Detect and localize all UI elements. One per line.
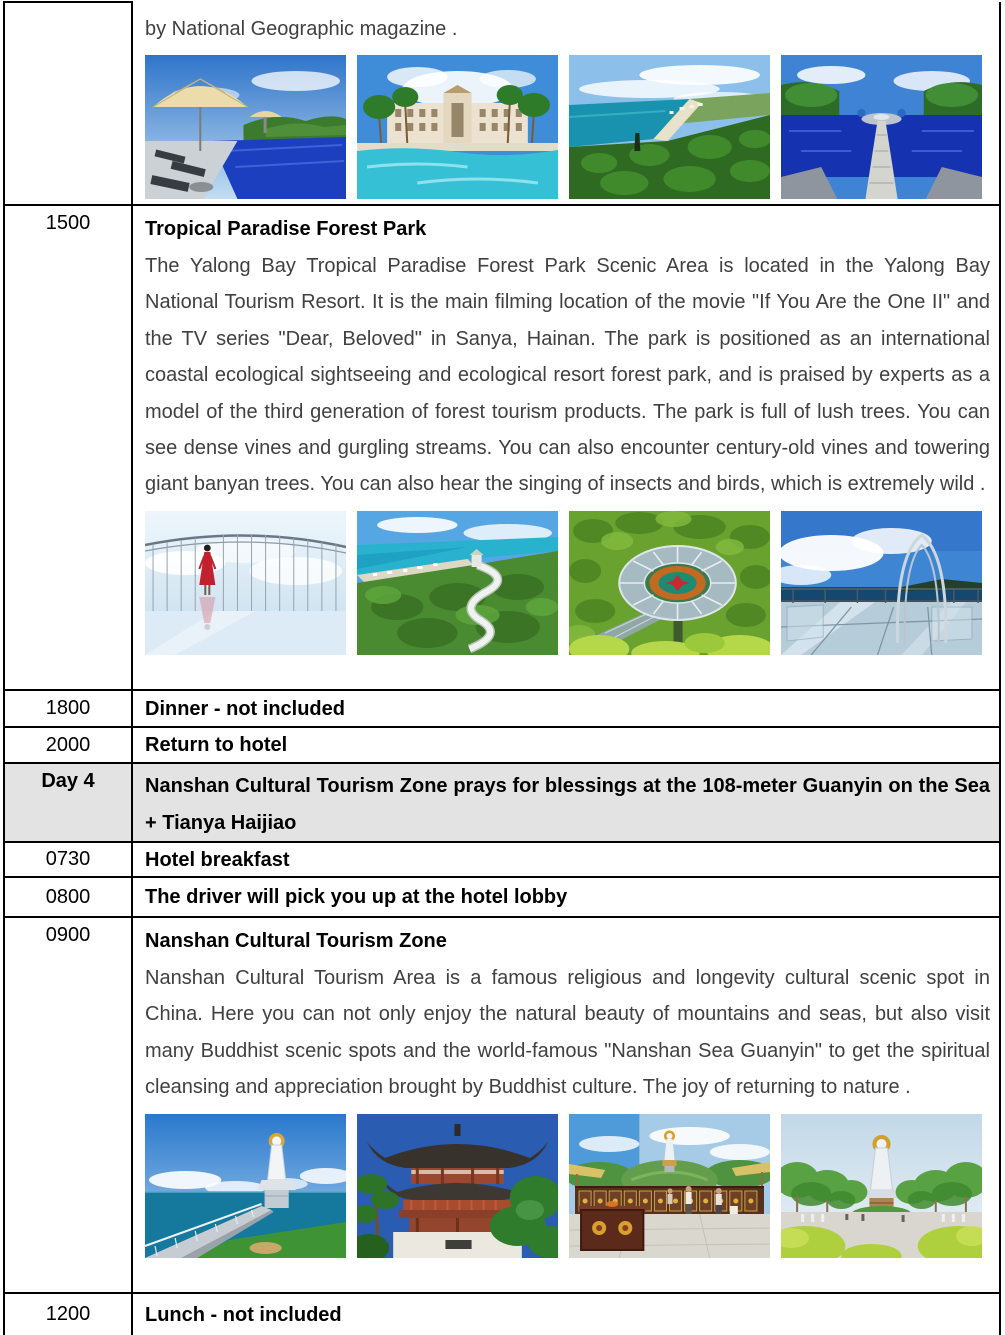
activity-title: Dinner - not included xyxy=(145,697,345,720)
time-cell: 0800 xyxy=(4,877,132,917)
time-cell: 1200 xyxy=(4,1293,132,1335)
photo-prayer-wheel-courtyard xyxy=(569,1114,770,1258)
photo-guanyin-statue-sea-pier xyxy=(145,1114,346,1258)
photo-resort-buildings-palm-pool xyxy=(357,55,558,199)
photo-symmetric-pool-walkway xyxy=(781,55,982,199)
photo-chinese-temple-pavilion xyxy=(357,1114,558,1258)
photo-glass-skywalk-red-dress xyxy=(145,511,346,655)
activity-title: Tropical Paradise Forest Park xyxy=(145,218,427,241)
desc-cell xyxy=(132,690,1000,727)
photo-circular-glass-platform xyxy=(569,511,770,655)
itinerary-row xyxy=(4,877,1000,917)
time-cell xyxy=(4,2,132,205)
photo-strip xyxy=(145,511,990,655)
itinerary-row xyxy=(4,917,1000,1293)
desc-cell xyxy=(132,877,1000,917)
activity-description: Nanshan Cultural Tourism Area is a famous religious and longevity cultural scenic spot in China. Here you can not only enjoy the natural beauty of mountains and seas, but also visit many Buddhist scenic spots and the world-famous "Nanshan Sea Guanyin" to get the spiritual cleansing and appreciation brought by Buddhist culture. The joy of returning to nature . xyxy=(145,966,990,1099)
itinerary-row xyxy=(4,2,1000,205)
itinerary-row xyxy=(4,1293,1000,1335)
time-cell: 1500 xyxy=(4,205,132,690)
itinerary-row xyxy=(4,727,1000,763)
itinerary-row xyxy=(4,205,1000,690)
desc-cell xyxy=(132,205,1000,690)
day-label-cell: Day 4 xyxy=(4,763,132,842)
desc-cell xyxy=(132,2,1000,205)
activity-title: Lunch - not included xyxy=(145,1303,342,1326)
photo-aerial-bay-coastline xyxy=(569,55,770,199)
day-title: Nanshan Cultural Tourism Zone prays for blessings at the 108-meter Guanyin on the Sea + Tianya Haijiao xyxy=(145,775,990,834)
activity-description: The Yalong Bay Tropical Paradise Forest Park Scenic Area is located in the Yalong Bay National Tourism Resort. It is the main filming location of the movie "If You Are the One II" and the TV series "Dear, Beloved" in Sanya, Hainan. The park is positioned as an international coastal ecological sightseeing and ecological resort forest park, and is praised by experts as a model of the third generation of forest tourism products. The park is full of lush trees. You can see dense vines and gurgling streams. You can also encounter century-old vines and towering giant banyan trees. You can also hear the singing of insects and birds, which is extremely wild . xyxy=(145,254,990,496)
activity-title: The driver will pick you up at the hotel lobby xyxy=(145,886,568,909)
photo-guanyin-statue-park xyxy=(781,1114,982,1258)
activity-title: Hotel breakfast xyxy=(145,848,290,871)
itinerary-row xyxy=(4,690,1000,727)
itinerary-row xyxy=(4,842,1000,877)
photo-glass-viewpoint-arch xyxy=(781,511,982,655)
time-cell: 0730 xyxy=(4,842,132,877)
activity-title: Nanshan Cultural Tourism Zone xyxy=(145,930,447,953)
desc-cell xyxy=(132,842,1000,877)
photo-strip xyxy=(145,1114,990,1258)
desc-cell xyxy=(132,763,1000,842)
photo-winding-cliff-walkway xyxy=(357,511,558,655)
continuation-text: by National Geographic magazine . xyxy=(145,18,458,40)
photo-strip xyxy=(145,55,990,199)
itinerary-table xyxy=(3,1,1001,1335)
desc-cell xyxy=(132,917,1000,1293)
time-cell: 2000 xyxy=(4,727,132,763)
time-cell: 1800 xyxy=(4,690,132,727)
desc-cell xyxy=(132,727,1000,763)
desc-cell xyxy=(132,1293,1000,1335)
photo-pool-umbrella-loungers xyxy=(145,55,346,199)
activity-title: Return to hotel xyxy=(145,734,288,757)
itinerary-row-day-header xyxy=(4,763,1000,842)
time-cell: 0900 xyxy=(4,917,132,1293)
